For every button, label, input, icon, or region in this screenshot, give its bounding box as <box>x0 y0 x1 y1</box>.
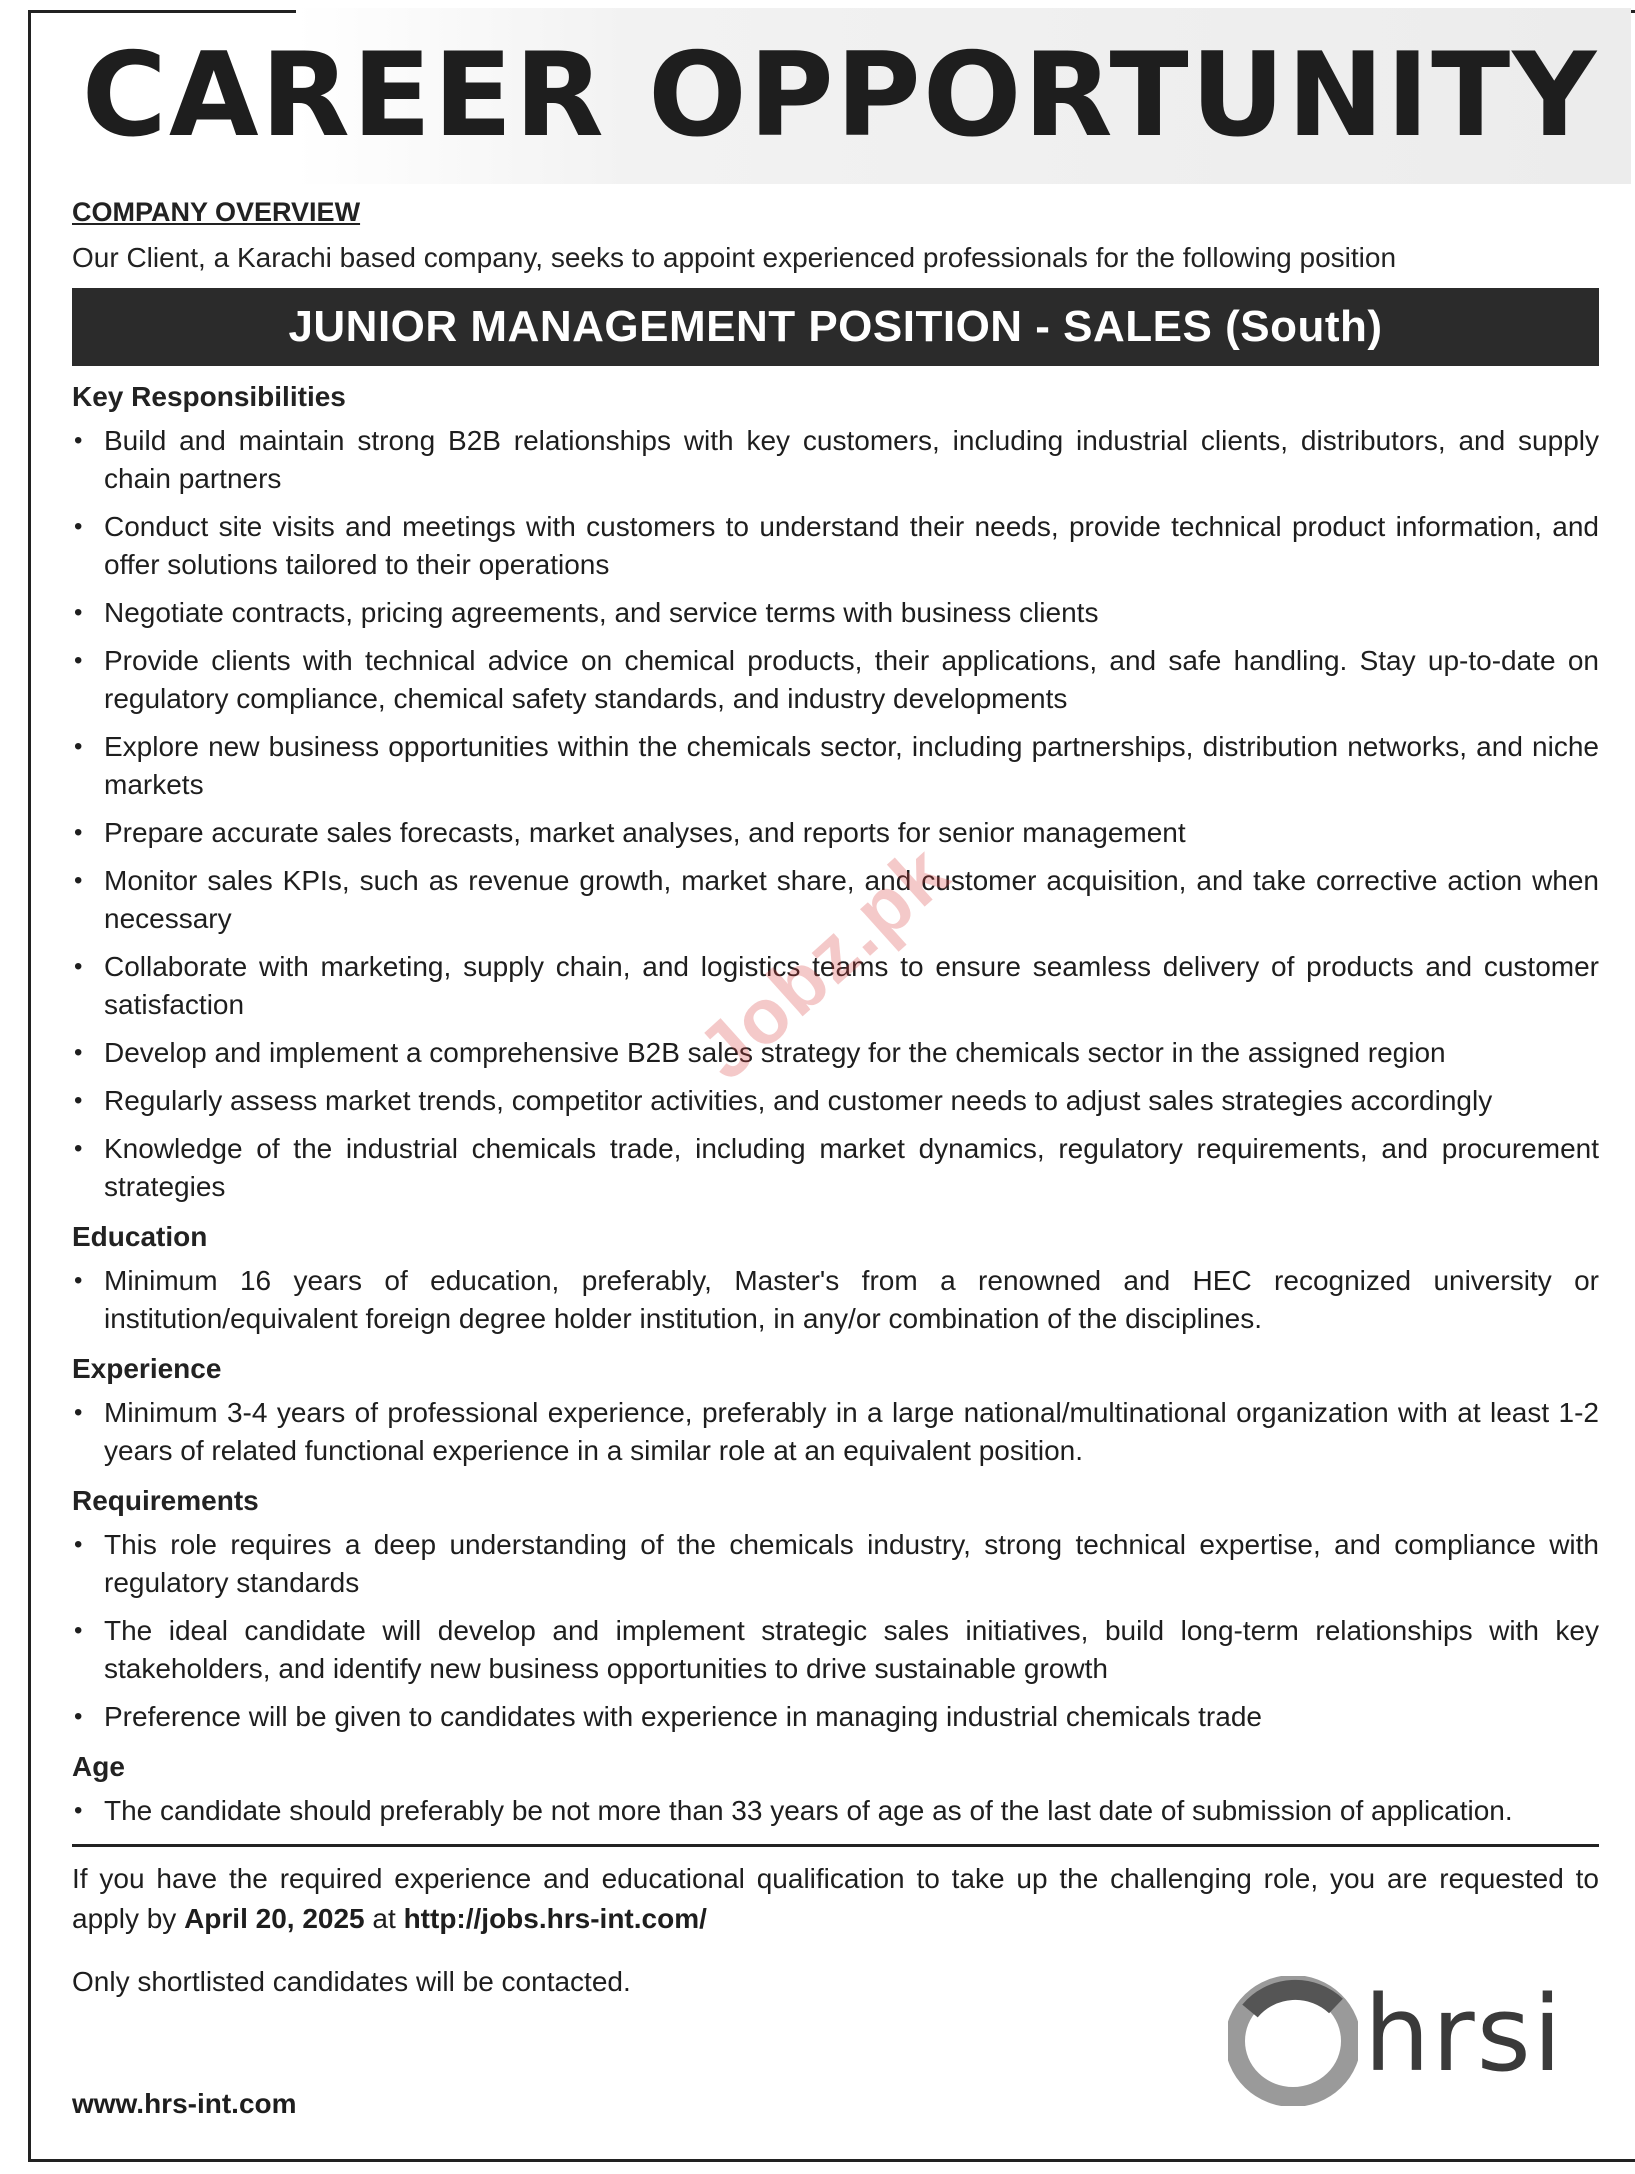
list-item: • Regularly assess market trends, competitor activities, and customer needs to adjust sales strategies accordingly <box>72 1082 1599 1120</box>
responsibilities-heading: Key Responsibilities <box>72 381 346 412</box>
bullet-icon: • <box>74 819 83 846</box>
bullet-icon: • <box>74 1267 83 1294</box>
bullet-icon: • <box>74 1617 83 1644</box>
bullet-icon: • <box>74 733 83 760</box>
company-overview-text: Our Client, a Karachi based company, seeks to appoint experienced professionals for the following position <box>72 242 1397 273</box>
requirements-heading: Requirements <box>72 1485 259 1516</box>
age-heading: Age <box>72 1751 125 1782</box>
apply-instructions <box>72 1859 1599 1939</box>
bullet-icon: • <box>74 1039 83 1066</box>
bullet-icon: • <box>74 1703 83 1730</box>
list-item: • Develop and implement a comprehensive B2B sales strategy for the chemicals sector in the assigned region <box>72 1034 1599 1072</box>
advert-body <box>72 194 1599 2001</box>
bullet-icon: • <box>74 1135 83 1162</box>
education-list <box>72 1262 1599 1338</box>
bullet-icon: • <box>74 1531 83 1558</box>
age-list <box>72 1792 1599 1830</box>
bullet-icon: • <box>74 953 83 980</box>
list-item: • Negotiate contracts, pricing agreements, and service terms with business clients <box>72 594 1599 632</box>
list-item: • The ideal candidate will develop and implement strategic sales initiatives, build long-term relationships with key stakeholders, and identify new business opportunities to drive sustainable growth <box>72 1612 1599 1688</box>
list-item: • Provide clients with technical advice on chemical products, their applications, and safe handling. Stay up-to-date on regulatory compliance, chemical safety standards, and industry developments <box>72 642 1599 718</box>
list-item: • Collaborate with marketing, supply chain, and logistics teams to ensure seamless delivery of products and customer satisfaction <box>72 948 1599 1024</box>
bullet-icon: • <box>74 599 83 626</box>
bullet-icon: • <box>74 867 83 894</box>
bullet-icon: • <box>74 647 83 674</box>
company-overview-heading: COMPANY OVERVIEW <box>72 197 361 227</box>
experience-heading: Experience <box>72 1353 222 1384</box>
education-heading: Education <box>72 1221 208 1252</box>
logo-text: hrsi <box>1364 1973 1564 2095</box>
list-item: • Minimum 16 years of education, preferably, Master's from a renowned and HEC recognized university or institution/equivalent foreign degree holder institution, in any/or combination of the disciplines. <box>72 1262 1599 1338</box>
bullet-icon: • <box>74 427 83 454</box>
bullet-icon: • <box>74 1797 83 1824</box>
position-title: JUNIOR MANAGEMENT POSITION - SALES (South) <box>288 302 1383 351</box>
watermark: Jobz.pk <box>680 827 966 1097</box>
shortlist-note: Only shortlisted candidates will be contacted. <box>72 1966 631 1997</box>
list-item: • Monitor sales KPIs, such as revenue growth, market share, and customer acquisition, and take corrective action when necessary <box>72 862 1599 938</box>
bullet-icon: • <box>74 1399 83 1426</box>
requirements-list <box>72 1526 1599 1736</box>
website-link[interactable]: www.hrs-int.com <box>72 2088 297 2119</box>
position-title-bar <box>72 288 1599 366</box>
list-item: • Preference will be given to candidates with experience in managing industrial chemicals trade <box>72 1698 1599 1736</box>
list-item: • Minimum 3-4 years of professional experience, preferably in a large national/multinational organization with at least 1-2 years of related functional experience in a similar role at an equivalent position. <box>72 1394 1599 1470</box>
list-item: • Prepare accurate sales forecasts, market analyses, and reports for senior management <box>72 814 1599 852</box>
list-item: • The candidate should preferably be not more than 33 years of age as of the last date of submission of application. <box>72 1792 1599 1830</box>
list-item: • This role requires a deep understanding of the chemicals industry, strong technical expertise, and compliance with regulatory standards <box>72 1526 1599 1602</box>
list-item: • Build and maintain strong B2B relationships with key customers, including industrial clients, distributors, and supply chain partners <box>72 422 1599 498</box>
experience-list <box>72 1394 1599 1470</box>
apply-text: If you have the required experience and educational qualification to take up the challenging role, you are requested to apply by <box>72 1863 1599 1934</box>
page-title: CAREER OPPORTUNITY <box>81 28 1599 163</box>
apply-at: at <box>372 1903 396 1934</box>
hrsi-logo <box>1228 1973 1608 2116</box>
responsibilities-list <box>72 422 1599 1206</box>
apply-deadline: April 20, 2025 <box>184 1903 365 1934</box>
bullet-icon: • <box>74 1087 83 1114</box>
bullet-icon: • <box>74 513 83 540</box>
apply-url-link[interactable]: http://jobs.hrs-int.com/ <box>403 1903 707 1934</box>
list-item: • Knowledge of the industrial chemicals trade, including market dynamics, regulatory requirements, and procurement strategies <box>72 1130 1599 1206</box>
list-item: • Explore new business opportunities within the chemicals sector, including partnerships, distribution networks, and niche markets <box>72 728 1599 804</box>
ring-logo-icon <box>1228 1976 1358 2106</box>
divider <box>72 1844 1599 1847</box>
list-item: • Conduct site visits and meetings with customers to understand their needs, provide technical product information, and offer solutions tailored to their operations <box>72 508 1599 584</box>
